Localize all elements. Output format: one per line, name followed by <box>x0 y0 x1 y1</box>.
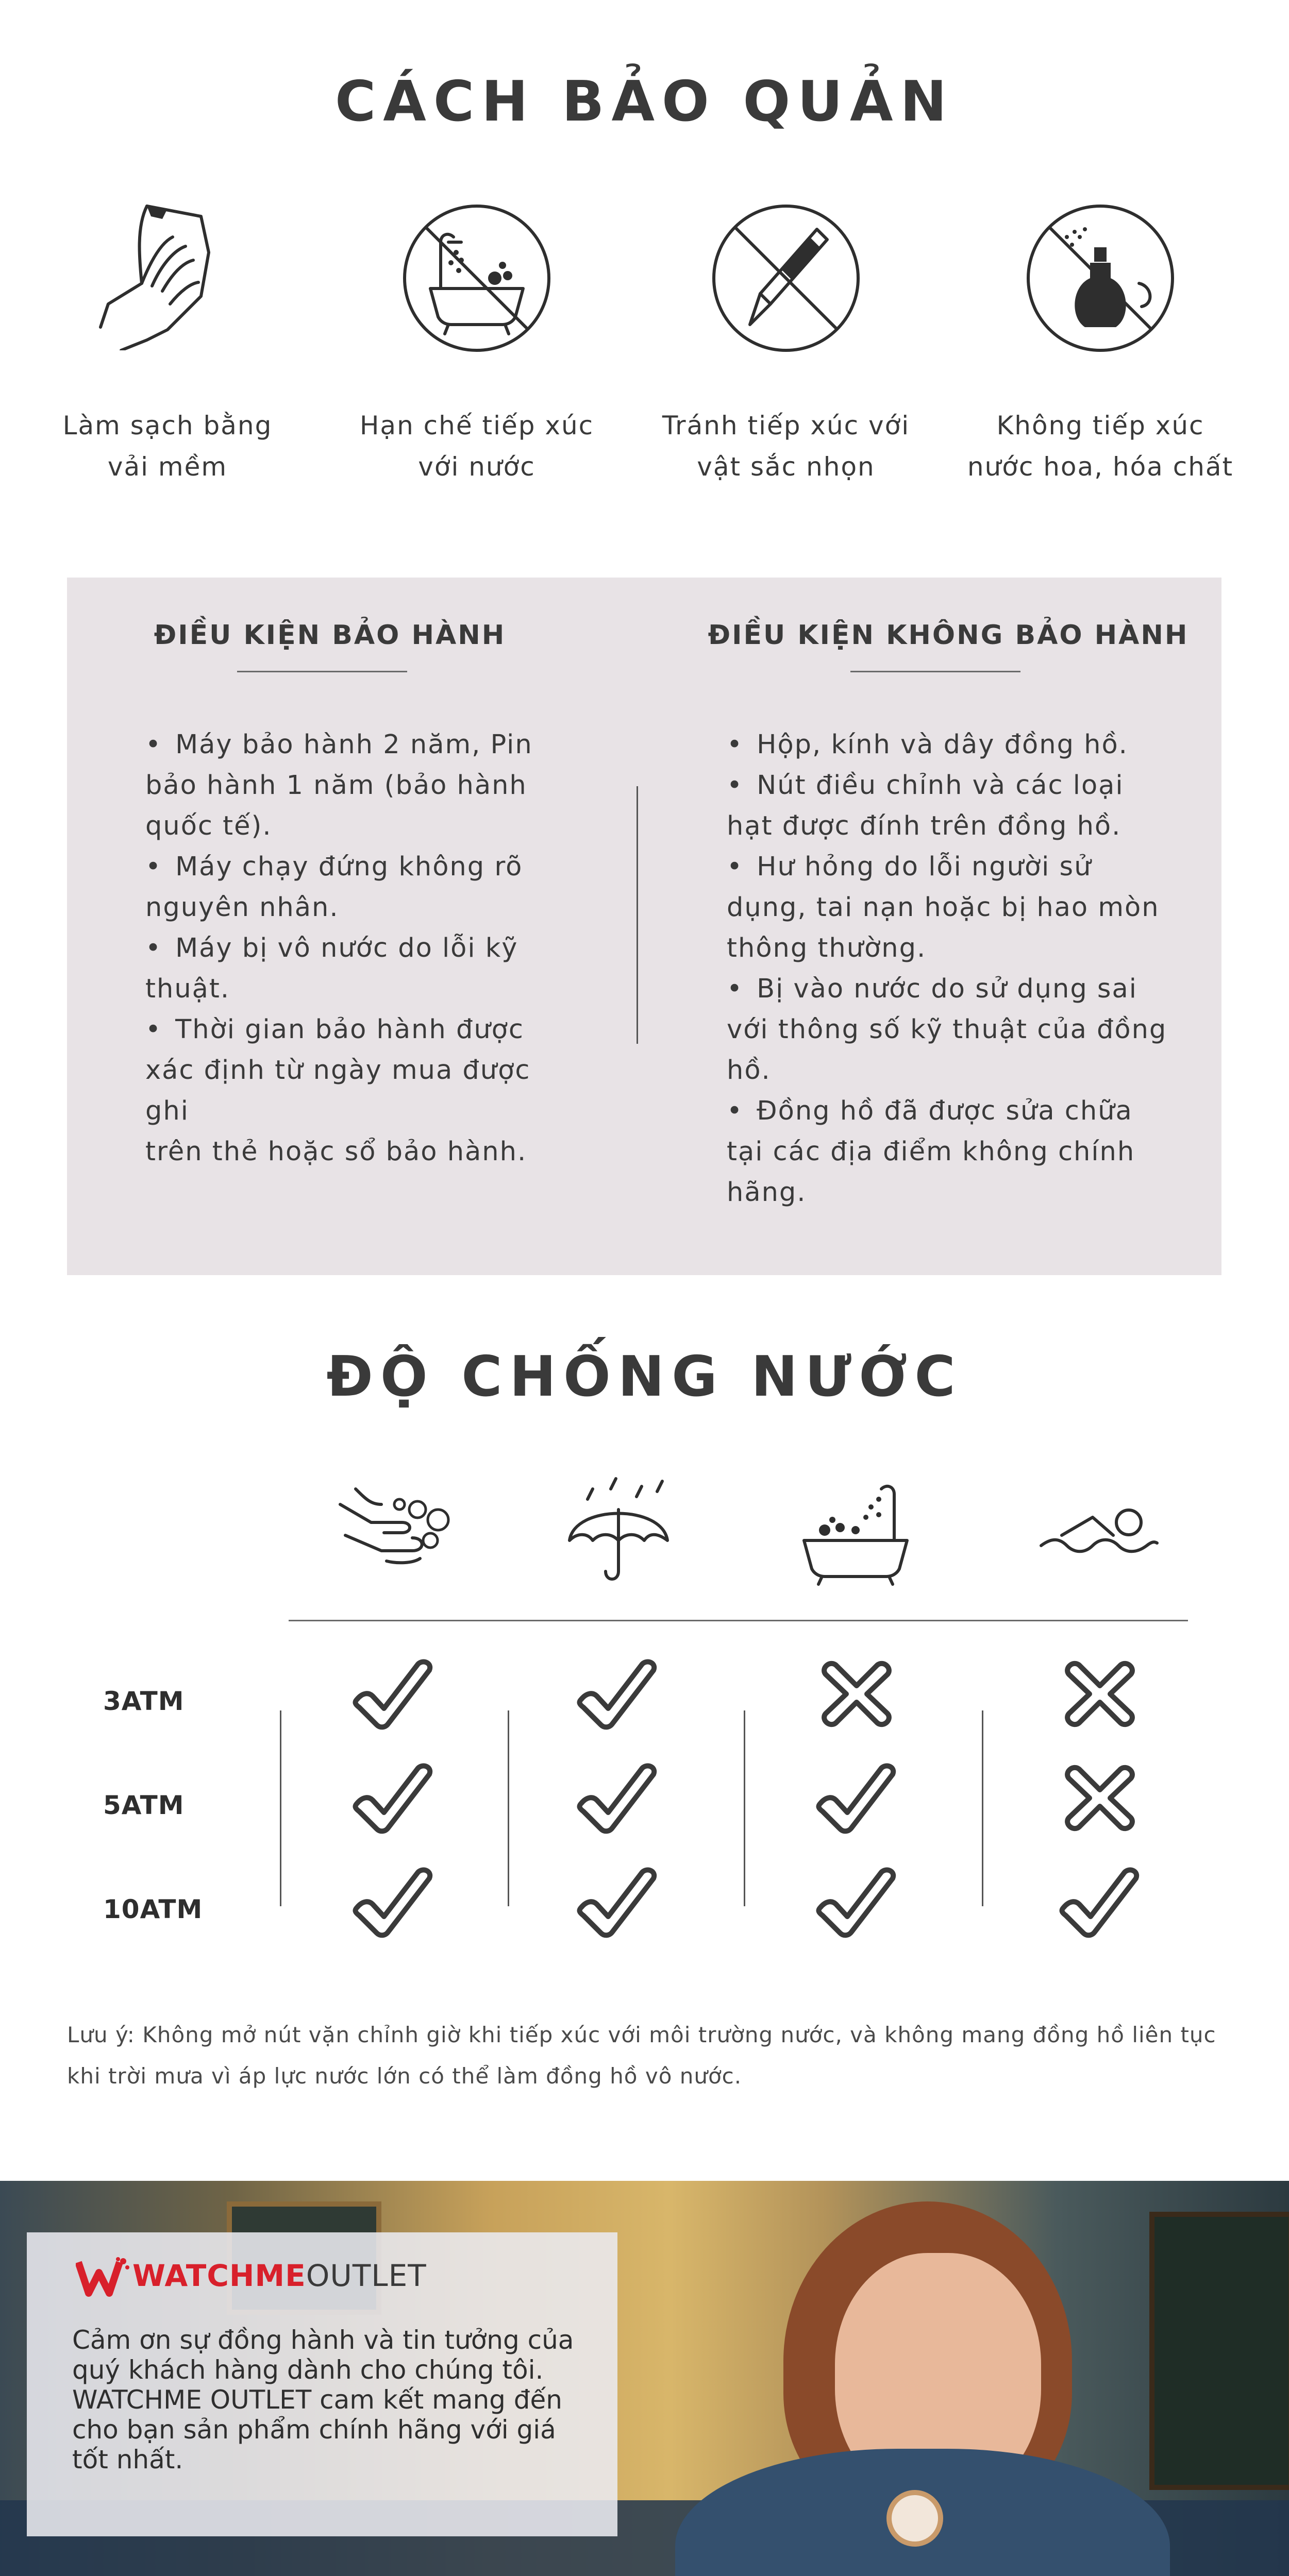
check-icon <box>352 1658 434 1730</box>
covered-title-underline <box>237 671 407 672</box>
care-label-sharp: Tránh tiếp xúc với vật sắc nhọn <box>662 411 910 482</box>
warranty-not-covered-title: ĐIỀU KIỆN KHÔNG BẢO HÀNH <box>708 620 1189 651</box>
care-label-cloth: Làm sạch bằng vải mềm <box>62 411 273 482</box>
swimming-icon <box>1036 1473 1160 1587</box>
warranty-covered-title: ĐIỀU KIỆN BẢO HÀNH <box>154 620 506 651</box>
brand-logo-icon <box>76 2257 130 2298</box>
check-icon <box>352 1866 434 1938</box>
list-item: • Máy bị vô nước do lỗi kỹ thuật. <box>145 928 578 1009</box>
umbrella-rain-icon <box>557 1473 680 1587</box>
list-item: • Nút điều chỉnh và các loại hạt được đính trên đồng hồ. <box>727 765 1191 846</box>
list-item: • Máy bảo hành 2 năm, Pin bảo hành 1 năm (bảo hành quốc tế). <box>145 724 578 846</box>
bathtub-icon <box>794 1473 917 1587</box>
water-col-divider <box>280 1710 281 1906</box>
list-item: • Bị vào nước do sử dụng sai với thông số kỹ thuật của đồng hồ. <box>727 969 1191 1091</box>
list-item: • Hư hỏng do lỗi người sử dụng, tai nạn hoặc bị hao mòn thông thường. <box>727 846 1191 969</box>
list-item: • Đồng hồ đã được sửa chữa tại các địa điểm không chính hãng. <box>727 1091 1191 1213</box>
list-item: • Thời gian bảo hành được xác định từ ngày mua được ghi trên thẻ hoặc sổ bảo hành. <box>145 1009 578 1172</box>
wristwatch <box>886 2490 943 2547</box>
warranty-divider <box>637 786 638 1044</box>
no-knife-icon <box>709 201 863 355</box>
list-item: • Hộp, kính và dây đồng hồ. <box>727 724 1191 765</box>
water-col-divider <box>982 1710 983 1906</box>
atm-label-3: 3ATM <box>103 1686 185 1716</box>
no-bathtub-icon <box>399 201 554 355</box>
hand-washing-icon <box>335 1473 459 1587</box>
menu-board <box>1149 2212 1289 2490</box>
cross-icon <box>815 1658 898 1730</box>
brand-logo: WATCHMEOUTLET <box>132 2258 427 2293</box>
check-icon <box>576 1762 659 1834</box>
atm-label-5: 5ATM <box>103 1790 185 1820</box>
cross-icon <box>1059 1762 1141 1834</box>
cross-icon <box>1059 1658 1141 1730</box>
atm-label-10: 10ATM <box>103 1894 203 1924</box>
water-col-divider <box>508 1710 509 1906</box>
check-icon <box>576 1658 659 1730</box>
water-note: Lưu ý: Không mở nút vặn chỉnh giờ khi tiếp xúc với môi trường nước, và không mang đồng hồ liên tục khi trời mưa vì áp lực nước lớn có thể làm đồng hồ vô nước. <box>67 2022 1216 2089</box>
check-icon <box>576 1866 659 1938</box>
no-perfume-icon <box>1023 201 1178 355</box>
care-title: CÁCH BẢO QUẢN <box>335 70 954 134</box>
not-covered-title-underline <box>850 671 1020 672</box>
water-resistance-title: ĐỘ CHỐNG NƯỚC <box>326 1345 963 1409</box>
brand-banner <box>0 2181 1289 2576</box>
water-col-divider <box>744 1710 745 1906</box>
check-icon <box>352 1762 434 1834</box>
check-icon <box>815 1866 898 1938</box>
list-item: • Máy chạy đứng không rõ nguyên nhân. <box>145 846 578 928</box>
care-label-chemical: Không tiếp xúc nước hoa, hóa chất <box>967 411 1234 482</box>
water-table-rule <box>289 1620 1188 1621</box>
check-icon <box>1059 1866 1141 1938</box>
cloth-wipe-icon <box>90 196 245 350</box>
thanks-panel <box>27 2232 617 2536</box>
warranty-panel <box>67 578 1221 1275</box>
not-covered-list <box>727 724 1191 1213</box>
check-icon <box>815 1762 898 1834</box>
covered-list <box>145 724 578 1172</box>
care-label-water: Hạn chế tiếp xúc với nước <box>359 411 594 482</box>
thanks-message: Cảm ơn sự đồng hành và tin tưởng của quý khách hàng dành cho chúng tôi. WATCHME OUTLET cam kết mang đến cho bạn sản phẩm chính hãng với giá tốt nhất. <box>72 2325 574 2475</box>
